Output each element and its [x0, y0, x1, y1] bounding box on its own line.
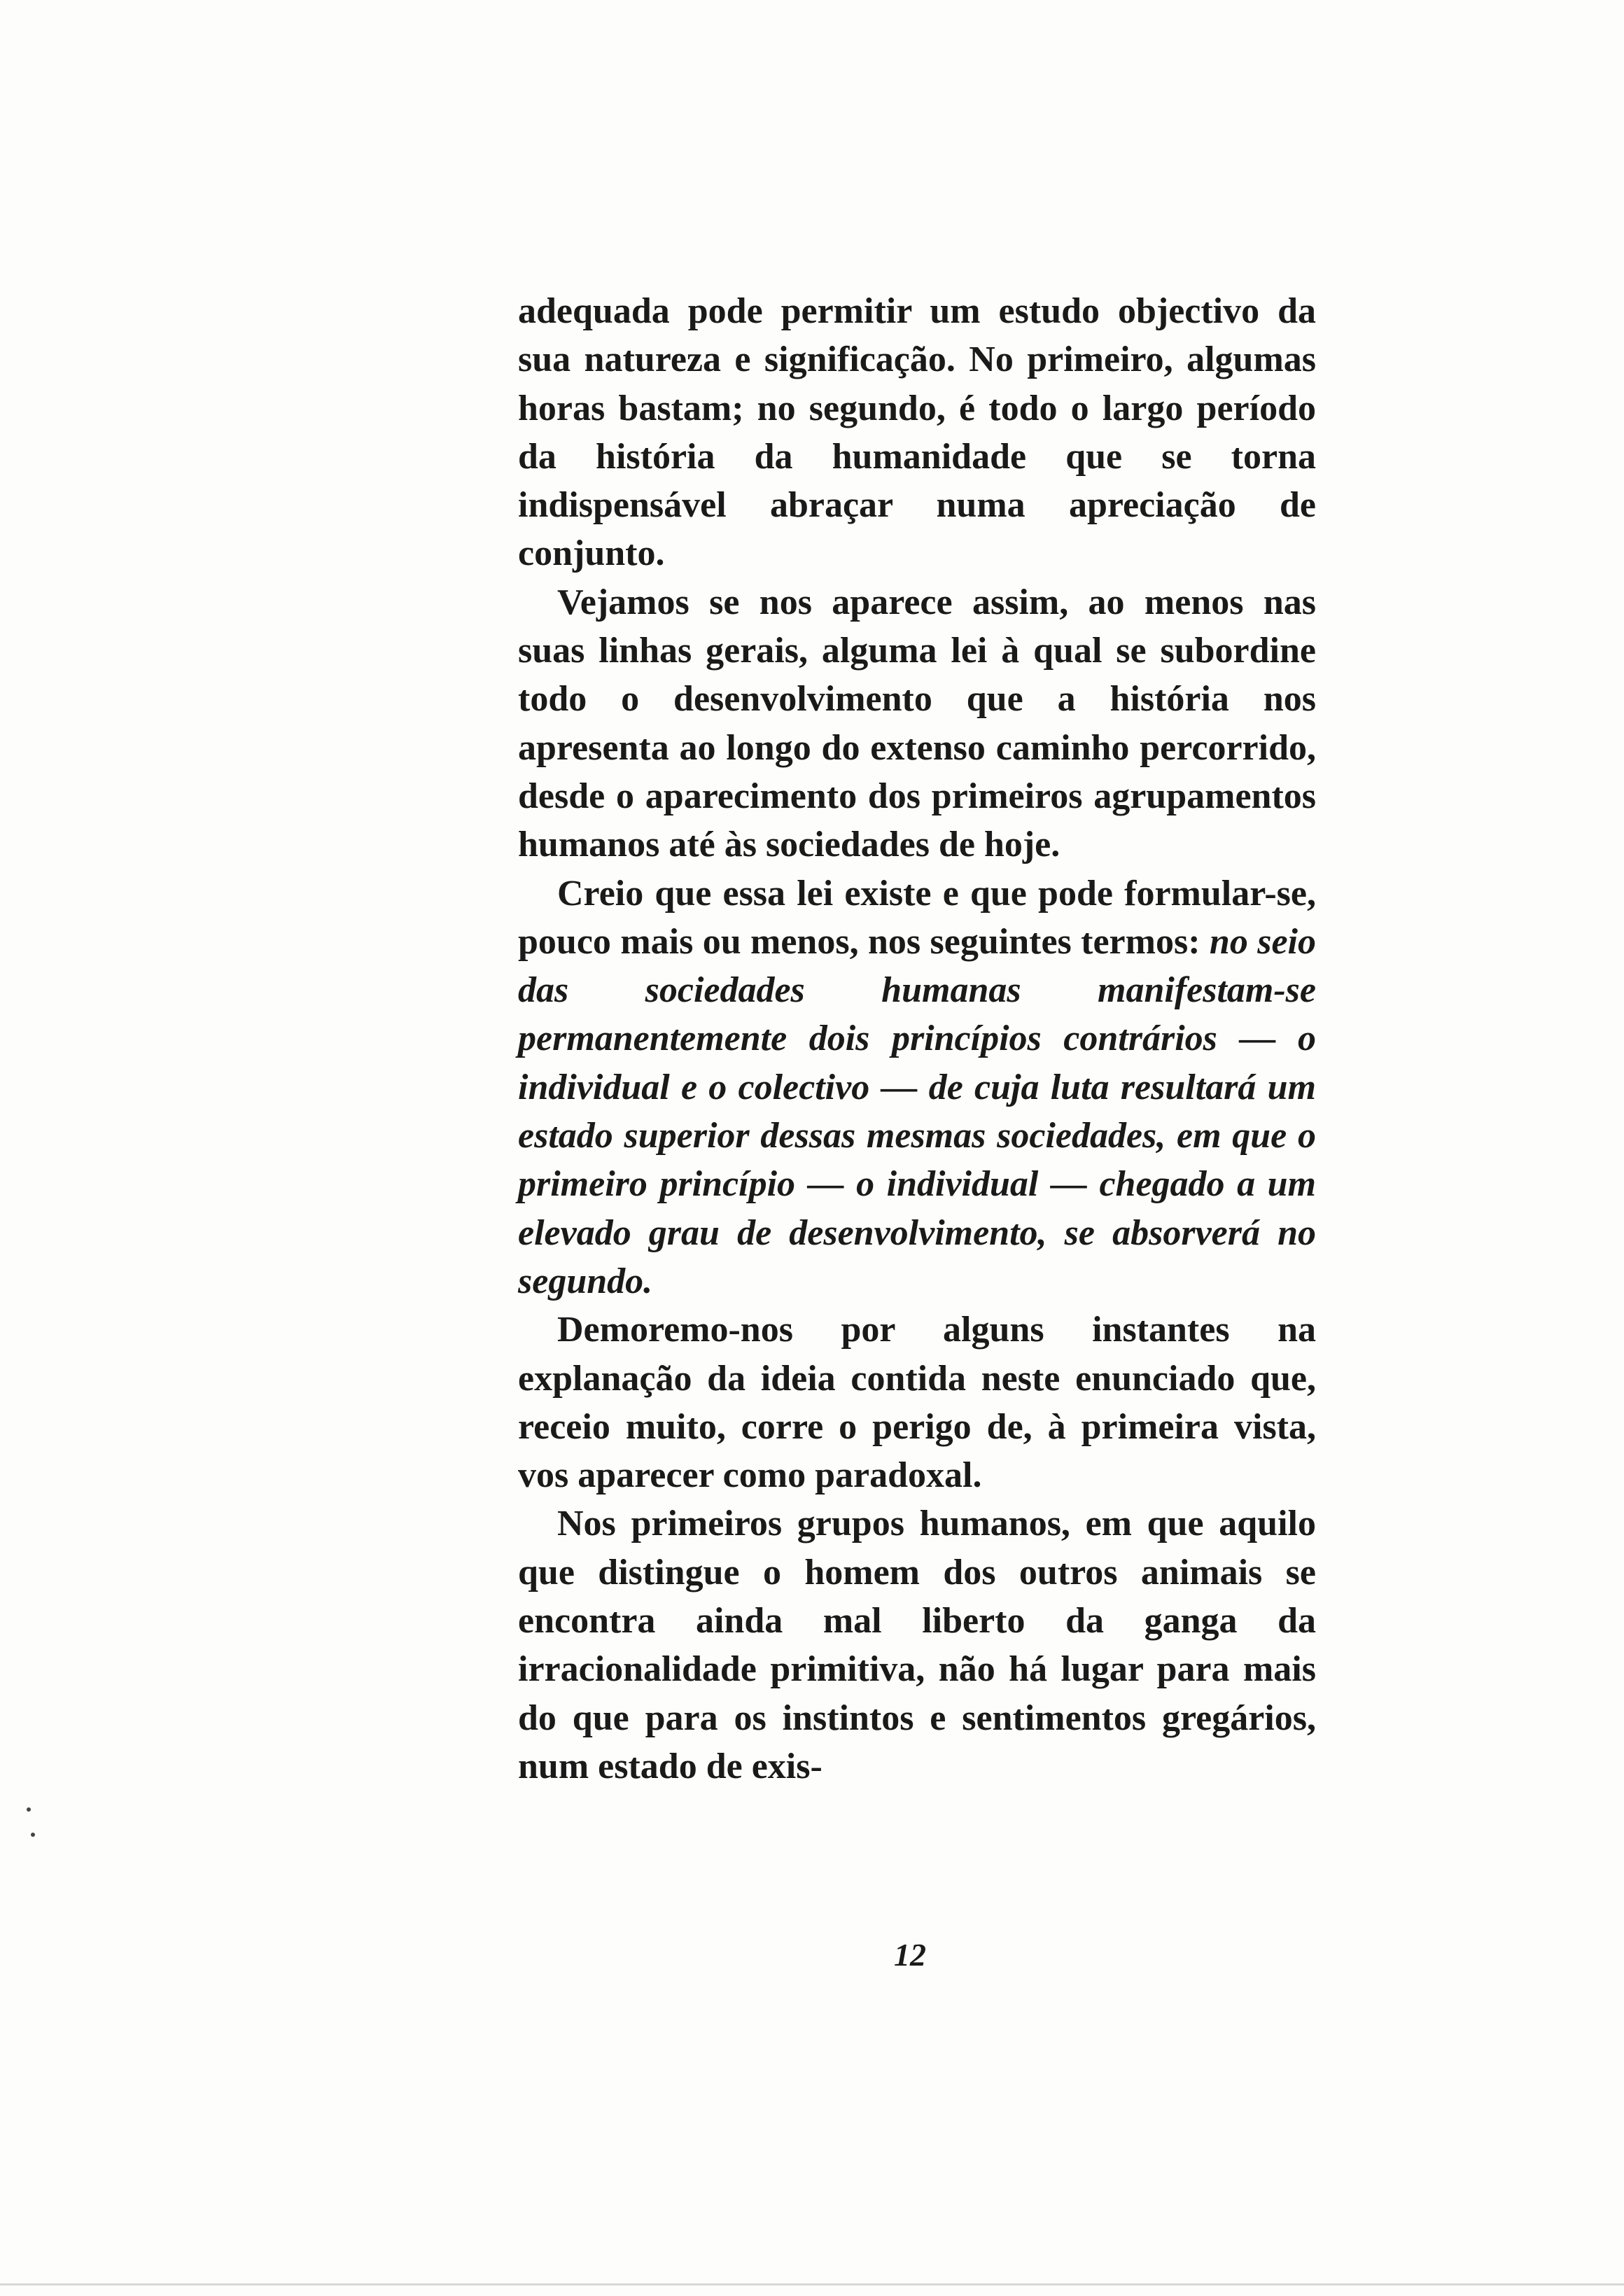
- body-text: [518, 287, 1316, 1791]
- paragraph: [518, 578, 1316, 869]
- text-segment: Creio que essa lei existe e que pode formular-se, pouco mais ou menos, nos seguintes termos:: [518, 873, 1316, 962]
- scan-speck: [27, 1807, 31, 1812]
- text-segment: adequada pode permitir um estudo objectivo da sua natureza e significação. No primeiro, algumas horas bastam; no segundo, é todo o largo período da história da humanidade que se torna indispensável abraçar numa apreciação de conjunto.: [518, 291, 1316, 574]
- text-segment: Demoremo-nos por alguns instantes na explanação da ideia contida neste enunciado que, receio muito, corre o perigo de, à primeira vista, vos aparecer como paradoxal.: [518, 1310, 1316, 1496]
- italic-text-segment: no seio das sociedades humanas manifestam-se permanentemente dois princípios contrários — o individual e o colectivo — de cuja luta resultará um estado superior dessas mesmas sociedades, em que o primeiro princípio — o individual — chegado a um elevado grau de desenvolvimento, se absorverá no segundo.: [518, 921, 1316, 1301]
- text-segment: Vejamos se nos aparece assim, ao menos nas suas linhas gerais, alguma lei à qual se subordine todo o desenvolvimento que a história nos apresenta ao longo do extenso caminho percorrido, desde o aparecimento dos primeiros agrupamentos humanos até às sociedades de hoje.: [518, 582, 1316, 865]
- paragraph: [518, 287, 1316, 578]
- paragraph: [518, 869, 1316, 1306]
- text-segment: Nos primeiros grupos humanos, em que aquilo que distingue o homem dos outros animais se encontra ainda mal liberto da ganga da irracionalidade primitiva, não há lugar para mais do que para os instintos e sentimentos gregários, num estado de exis-: [518, 1504, 1316, 1786]
- paragraph: [518, 1499, 1316, 1791]
- page-number: 12: [894, 1937, 926, 1973]
- scan-speck: [31, 1833, 35, 1837]
- paragraph: [518, 1306, 1316, 1499]
- scan-edge: [0, 2283, 1624, 2286]
